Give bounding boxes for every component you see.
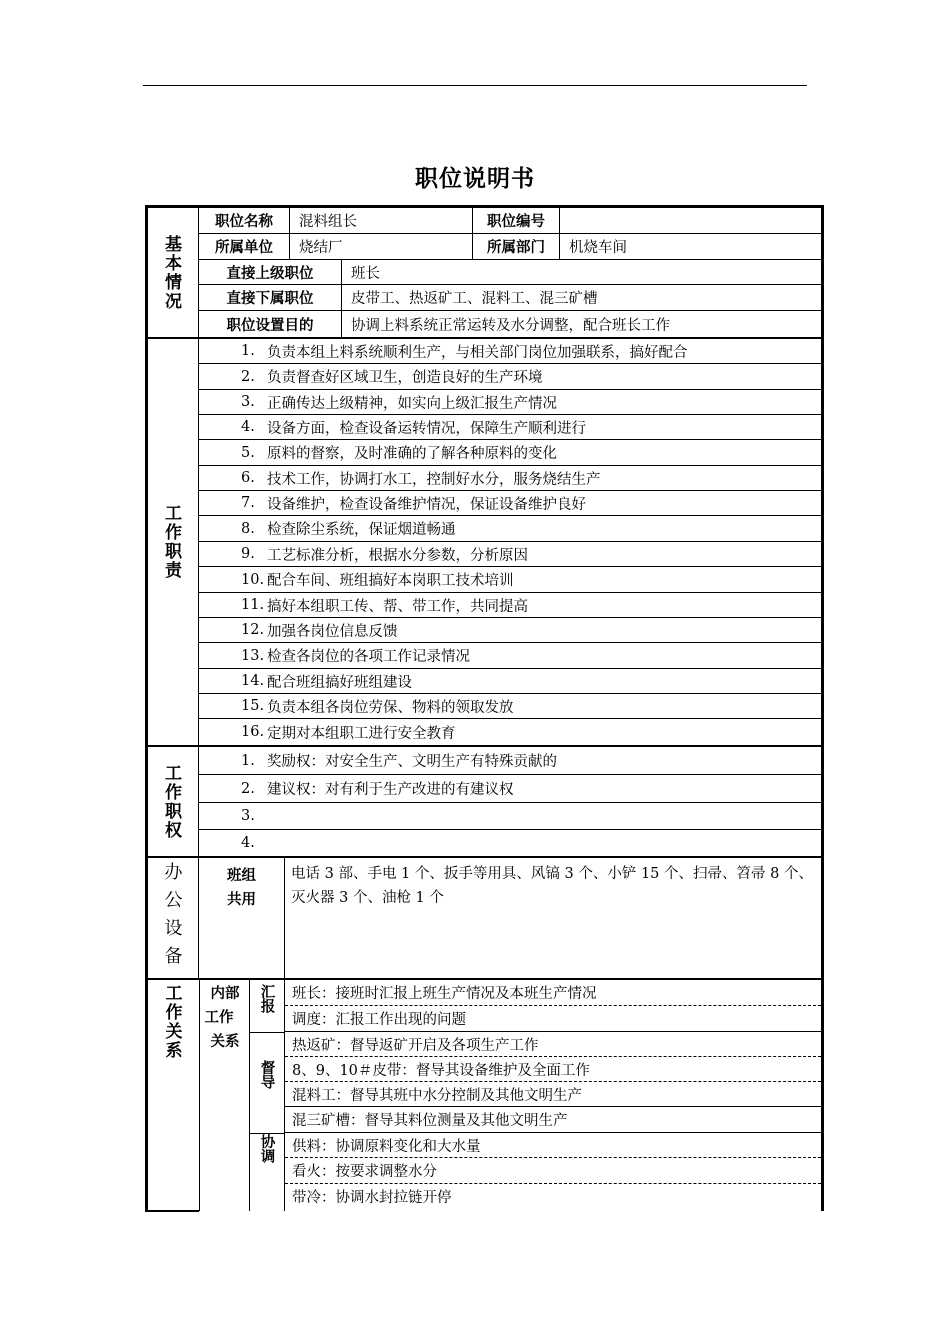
duty-item: [199, 669, 821, 694]
internal-relation-label-3: 关系: [210, 1034, 240, 1050]
duty-item: [199, 491, 821, 516]
relation-item: 8、9、10＃皮带：督导其设备维护及全面工作: [285, 1057, 821, 1082]
row-subordinate: [199, 285, 821, 311]
duty-text: 技术工作，协调打水工，控制好水分，服务烧结生产: [267, 471, 601, 488]
authority-item: [199, 775, 821, 803]
authority-item: [199, 803, 821, 830]
duty-item: [199, 466, 821, 491]
report-label-text: 汇报: [258, 984, 275, 1013]
duty-text: 负责督查好区域卫生，创造良好的生产环境: [267, 370, 543, 386]
duty-text: 原料的督察，及时准确的了解各种原料的变化: [267, 446, 557, 462]
department-value: 机烧车间: [559, 234, 821, 259]
duty-item: [199, 339, 821, 364]
authority-number: 2.: [241, 780, 255, 797]
authority-number: 3.: [241, 808, 255, 824]
relation-item: 热返矿：督导返矿开启及各项生产工作: [285, 1032, 821, 1057]
relations-section: [145, 980, 824, 1211]
row-purpose: [199, 311, 821, 337]
duty-item: [199, 364, 821, 390]
internal-relation-label-2: 工作: [204, 1010, 234, 1026]
supervise-group-label: [249, 1060, 284, 1089]
position-code-label: 职位编号: [472, 208, 559, 233]
duty-item: [199, 643, 821, 669]
duty-text: 正确传达上级精神，如实向上级汇报生产情况: [267, 395, 557, 412]
duty-item: [199, 618, 821, 643]
relation-item: 混三矿槽：督导其料位测量及其他文明生产: [285, 1107, 821, 1133]
duty-number: 7.: [241, 495, 255, 511]
authority-item: [199, 747, 821, 775]
bottom-edge: [145, 1210, 199, 1212]
purpose-label: 职位设置目的: [226, 317, 314, 334]
relation-item: 带冷：协调水封拉链开停: [292, 1190, 452, 1206]
duty-number: 15.: [241, 698, 265, 714]
duty-text: 配合班组搞好班组建设: [267, 674, 412, 691]
duty-text: 加强各岗位信息反馈: [267, 623, 398, 640]
authority-text: 奖励权：对安全生产、文明生产有特殊贡献的: [267, 754, 557, 770]
duty-number: 16.: [241, 724, 265, 740]
duties-label: 工作职责: [161, 504, 181, 580]
subordinate-label: 直接下属职位: [226, 291, 314, 307]
authority-label: 工作职权: [161, 763, 181, 840]
authority-number: 4.: [241, 835, 255, 851]
group-divider: [249, 1032, 284, 1033]
duty-text: 配合车间、班组搞好本岗职工技术培训: [267, 573, 514, 589]
duty-number: 1.: [241, 343, 255, 359]
authority-label-cell: [145, 747, 199, 856]
relation-item: 班长：接班时汇报上班生产情况及本班生产情况: [285, 980, 821, 1006]
purpose-value: 协调上料系统正常运转及水分调整，配合班长工作: [341, 311, 821, 337]
duties-section: [145, 339, 824, 745]
duty-number: 14.: [241, 673, 265, 689]
duty-number: 9.: [241, 546, 255, 562]
duty-number: 8.: [241, 520, 255, 537]
duty-text: 工艺标准分析，根据水分参数，分析原因: [267, 547, 528, 564]
report-group-label: [249, 984, 284, 1013]
duty-item: [199, 593, 821, 618]
basic-info-label-cell: [145, 208, 199, 337]
relations-label: 工作关系: [161, 984, 182, 1060]
duty-number: 3.: [241, 394, 255, 410]
position-code-value: [559, 208, 821, 233]
coordinate-label-text: 协调: [258, 1134, 275, 1163]
row-unit: [199, 234, 821, 260]
office-equipment-list: 电话 3 部、手电 1 个、扳手等用具、风镐 3 个、小铲 15 个、扫帚、笤帚 8 个、灭火器 3 个、油枪 1 个: [291, 866, 813, 906]
department-label: 所属部门: [472, 234, 559, 259]
duty-number: 4.: [241, 419, 255, 435]
basic-info-section: [145, 208, 824, 337]
office-label: 办公设备: [161, 862, 183, 974]
office-header-line2: 共用: [227, 892, 256, 908]
duty-text: 检查除尘系统，保证烟道畅通: [267, 522, 456, 538]
authority-number: 1.: [241, 752, 255, 769]
duty-text: 设备维护，检查设备维护情况，保证设备维护良好: [267, 496, 586, 513]
subordinate-value: 皮带工、热返矿工、混料工、混三矿槽: [341, 285, 821, 310]
duty-text: 定期对本组职工进行安全教育: [267, 725, 456, 742]
unit-value: 烧结厂: [289, 234, 472, 259]
office-equipment-section: [145, 858, 824, 978]
authority-section: [145, 747, 824, 856]
internal-relation-label-1: 内部: [210, 986, 240, 1002]
relation-item: 供料：协调原料变化和大水量: [285, 1133, 821, 1158]
duty-number: 10.: [241, 571, 265, 588]
duty-number: 11.: [241, 597, 265, 613]
duty-text: 设备方面，检查设备运转情况，保障生产顺利进行: [267, 420, 586, 437]
duty-text: 检查各岗位的各项工作记录情况: [267, 649, 470, 665]
basic-info-label: 基本情况: [161, 234, 181, 311]
document-title: 职位说明书: [415, 166, 535, 192]
position-name-label: 职位名称: [215, 214, 273, 230]
relations-col-line: [249, 980, 250, 1211]
authority-text: 建议权：对有利于生产改进的有建议权: [267, 782, 514, 798]
duty-item: [199, 440, 821, 466]
duty-item: [199, 694, 821, 719]
duty-item: [199, 719, 821, 745]
superior-value: 班长: [341, 260, 821, 284]
duty-item: [199, 567, 821, 593]
authority-item: [199, 830, 821, 856]
office-header-line1: 班组: [227, 868, 256, 884]
row-superior: [199, 260, 821, 285]
relation-item: 混料工：督导其班中水分控制及其他文明生产: [285, 1082, 821, 1107]
duty-text: 负责本组上料系统顺利生产，与相关部门岗位加强联系，搞好配合: [267, 344, 688, 361]
duty-item: [199, 542, 821, 567]
duty-number: 13.: [241, 647, 265, 664]
office-shared-header: [199, 858, 285, 978]
duty-item: [199, 390, 821, 415]
duty-item: [199, 516, 821, 542]
superior-label: 直接上级职位: [226, 265, 314, 282]
position-name-value: 混料组长: [289, 208, 472, 233]
duty-text: 负责本组各岗位劳保、物料的领取发放: [267, 699, 514, 716]
duty-item: [199, 415, 821, 440]
duty-text: 搞好本组职工传、帮、带工作，共同提高: [267, 598, 528, 615]
coordinate-group-label: [249, 1134, 284, 1163]
row-position-name: [199, 208, 821, 234]
supervise-label-text: 督导: [258, 1060, 275, 1089]
unit-label: 所属单位: [215, 240, 273, 256]
duty-number: 5.: [241, 444, 255, 461]
duties-label-cell: [145, 339, 199, 745]
duty-number: 6.: [241, 470, 255, 486]
office-label-cell: [145, 858, 199, 978]
header-rule: [143, 85, 807, 86]
relation-item: 调度：汇报工作出现的问题: [285, 1006, 821, 1032]
relation-item: 看火：按要求调整水分: [285, 1158, 821, 1184]
duty-number: 12.: [241, 622, 265, 638]
duty-number: 2.: [241, 368, 255, 385]
